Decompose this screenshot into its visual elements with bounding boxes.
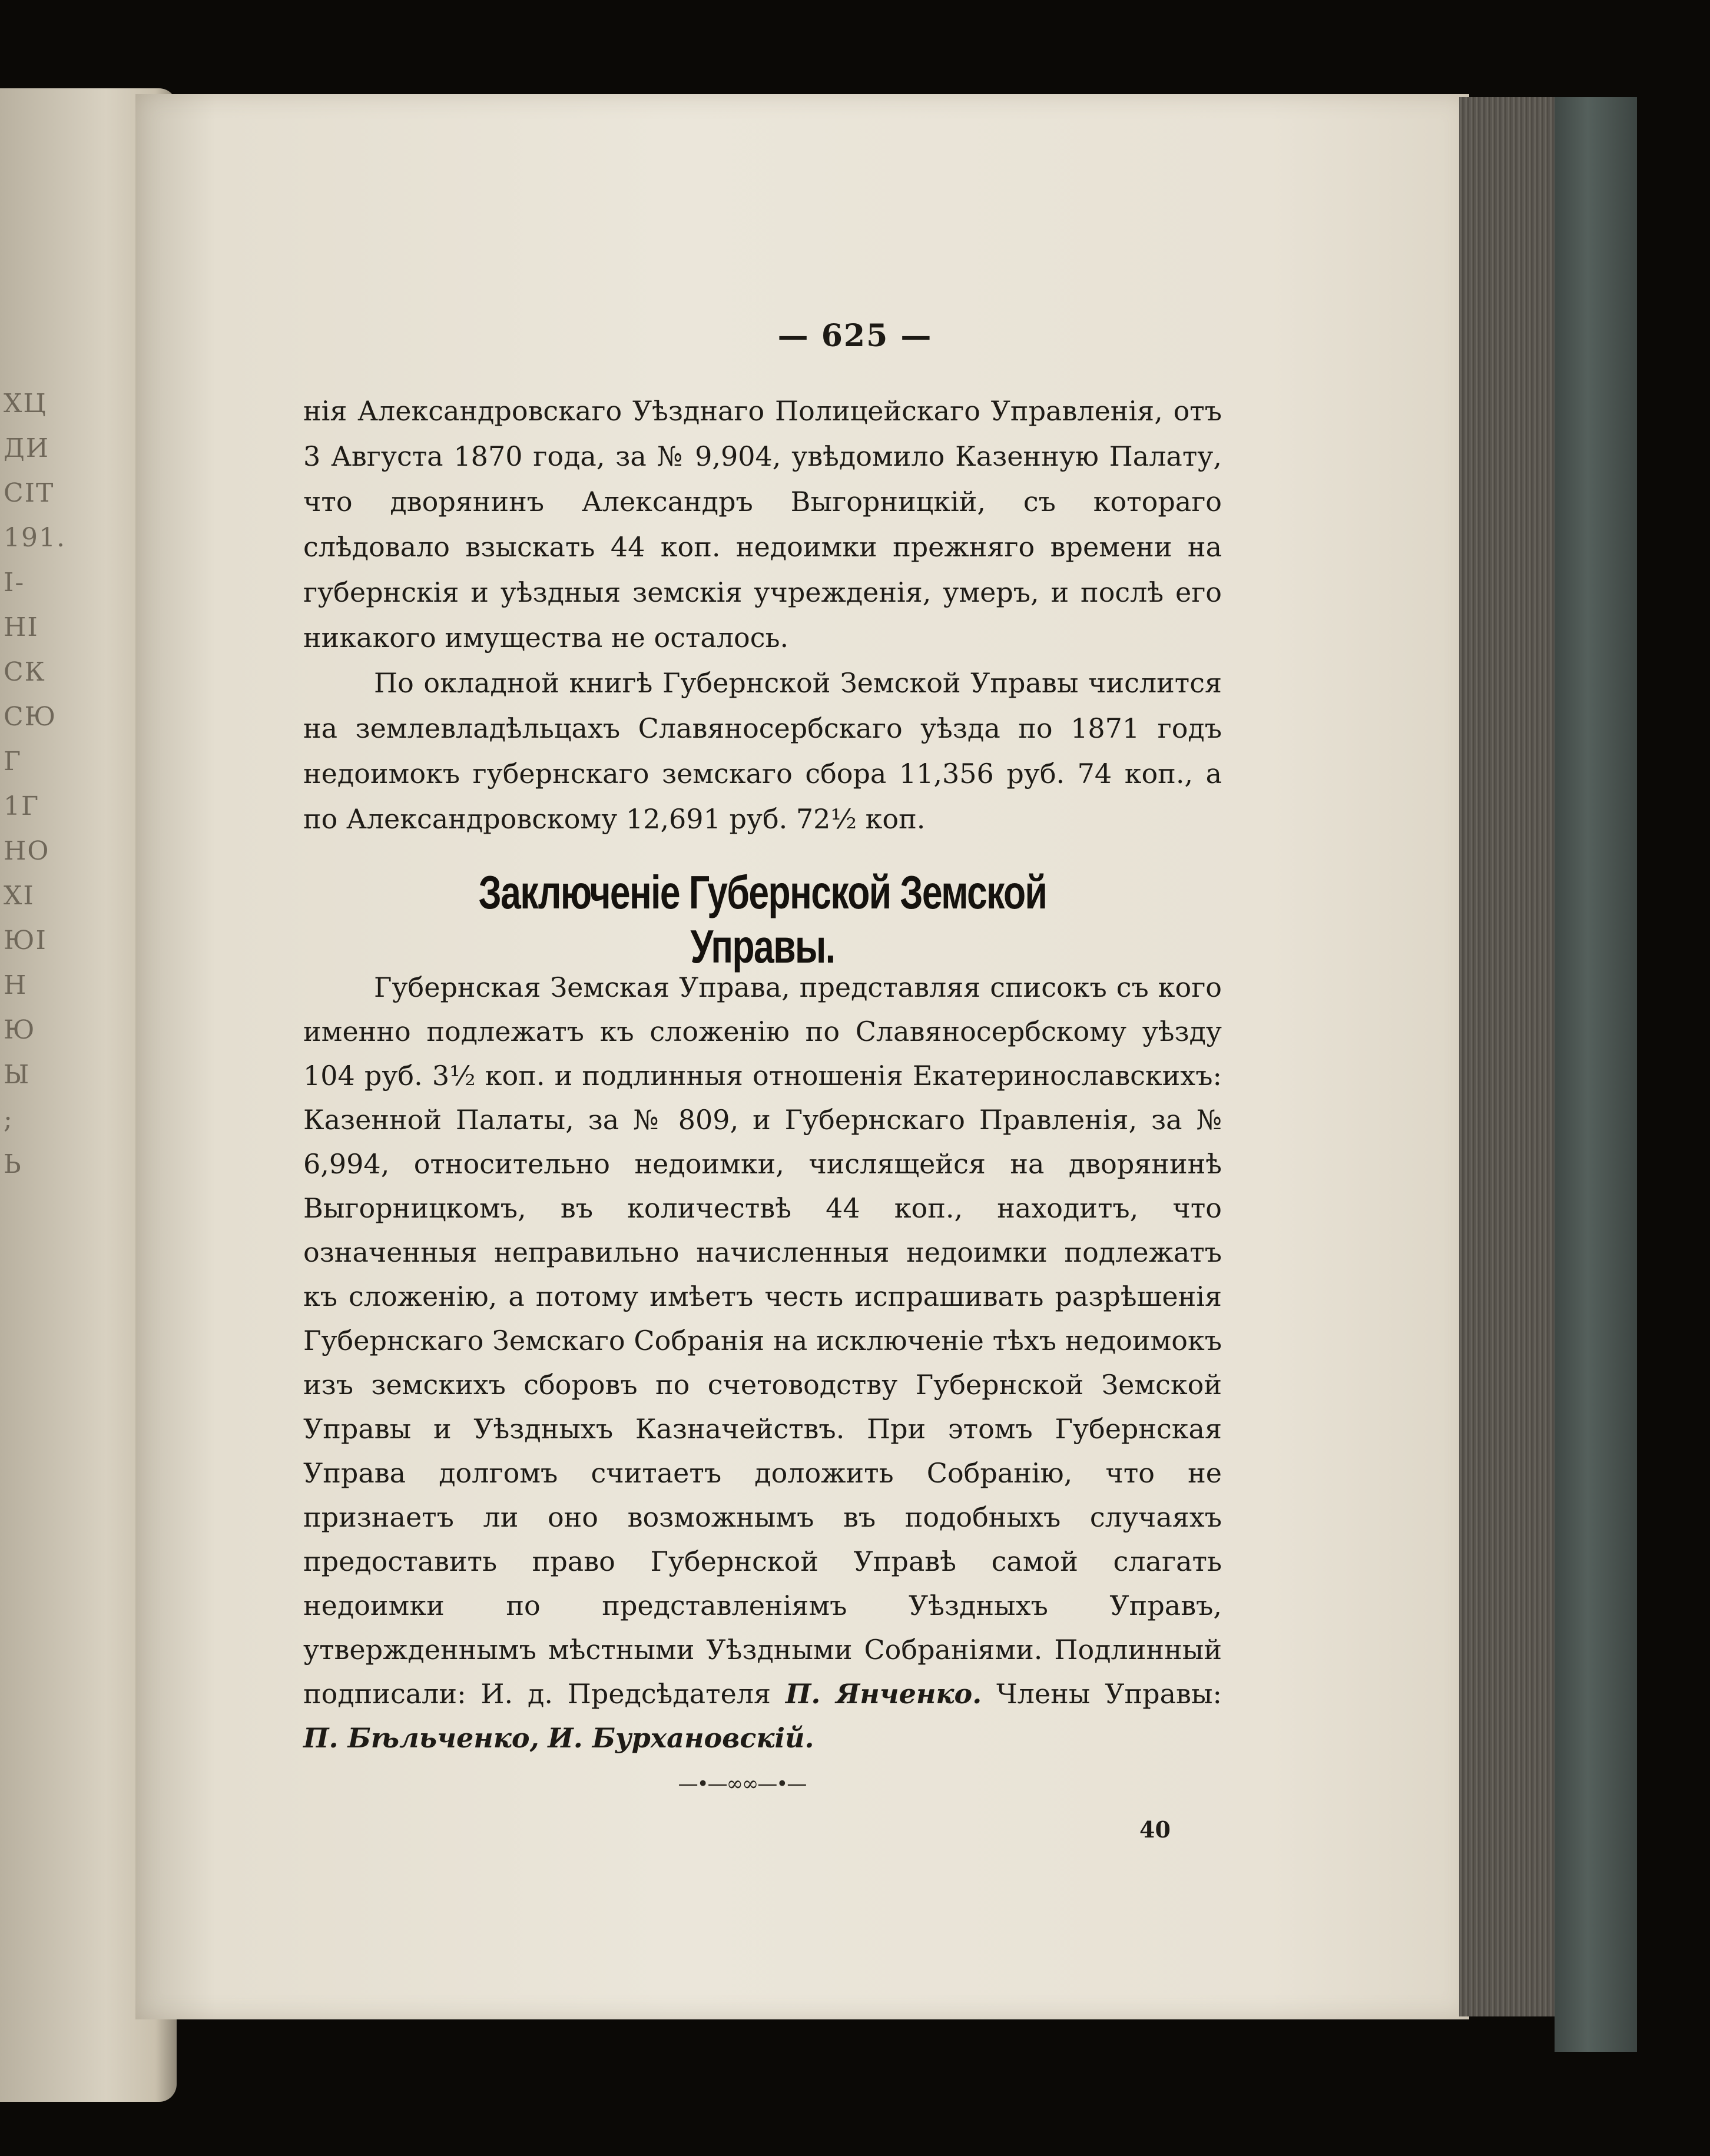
facing-page-fragment: 191. — [4, 523, 66, 553]
facing-page-fragment: І- — [4, 568, 25, 598]
facing-page-fragment: НО — [4, 836, 50, 866]
signature-mark: 40 — [1139, 1816, 1171, 1843]
facing-page-fragment: Ы — [4, 1060, 31, 1090]
facing-page-fragment: Н — [4, 970, 28, 1000]
paragraph-2: По окладной книгѣ Губернской Земской Управы числится на землевладѣльцахъ Славяносербскаго уѣзда по 1871 годъ недоимокъ губернскаго земскаго сбора 11,356 руб. 74 коп., а по Александровскому 12,691 руб. 72½ коп. — [303, 667, 1222, 835]
signature-member-2: И. Бурхановскій. — [548, 1722, 814, 1754]
page-number: — 625 — — [777, 318, 933, 354]
section-heading: Заключеніе Губернской Земской Управы. — [478, 866, 1047, 973]
facing-page-fragment: СК — [4, 657, 46, 687]
facing-page-fragment: ХІ — [4, 881, 35, 911]
book-cover — [1555, 97, 1637, 2052]
ornament-divider: —•—∞∞—•— — [678, 1772, 806, 1796]
facing-page-fragment: ; — [4, 1104, 14, 1135]
facing-page-fragment: СІТ — [4, 478, 55, 508]
facing-page-fragment: Ю — [4, 1015, 36, 1045]
signature-member-1: П. Бѣльченко, — [303, 1722, 539, 1754]
facing-page-fragment: ДИ — [4, 433, 50, 463]
paragraph-3 — [303, 966, 1222, 1760]
facing-page-fragment: СЮ — [4, 702, 57, 732]
paragraph-1: нія Александровскаго Уѣзднаго Полицейскаго Управленія, отъ 3 Августа 1870 года, за № 9,904, увѣдомило Казенную Палату, что дворянинъ Александръ Выгорницкій, съ котораго слѣдовало взыскать 44 коп. недоимки прежняго времени на губернскія и уѣздныя земскія учрежденія, умеръ, и послѣ его никакого имущества не осталось. — [303, 395, 1222, 654]
members-label: Члены Управы: — [996, 1678, 1222, 1710]
facing-page-fragment: Г — [4, 747, 22, 777]
signature-chairman: П. Янченко. — [785, 1678, 982, 1710]
facing-page-fragment: Ь — [4, 1149, 22, 1179]
main-text — [303, 966, 1222, 1760]
facing-page-fragment: НІ — [4, 612, 39, 642]
paragraph-3-text: Губернская Земская Управа, представляя списокъ съ кого именно подлежатъ къ сложенію по Славяносербскому уѣзду 104 руб. 3½ коп. и подлинныя отношенія Екатеринославскихъ: Казенной Палаты, за № 809, и Губернскаго Правленія, за № 6,994, относительно недоимки, числящейся на дворянинѣ Выгорницкомъ, въ количествѣ 44 коп., находитъ, что означенныя неправильно начисленныя недоимки подлежатъ къ сложенію, а потому имѣетъ честь испрашивать разрѣшенія Губернскаго Земскаго Собранія на исключеніе тѣхъ недоимокъ изъ земскихъ сборовъ по счетоводству Губернской Земской Управы и Уѣздныхъ Казначействъ. При этомъ Губернская Управа долгомъ считаетъ доложить Собранію, что не признаетъ ли оно возможнымъ въ подобныхъ случаяхъ предоставить право Губернской Управѣ самой слагать недоимки по представленіямъ Уѣздныхъ Управъ, утвержденнымъ мѣстными Уѣздными Собраніями. Подлинный подписали: И. д. Предсѣдателя — [303, 971, 1222, 1710]
facing-page-fragment: ХЦ — [4, 389, 47, 419]
facing-page-fragment: ЮІ — [4, 926, 47, 956]
facing-page-fragment: 1Г — [4, 791, 40, 821]
top-text — [303, 389, 1222, 842]
